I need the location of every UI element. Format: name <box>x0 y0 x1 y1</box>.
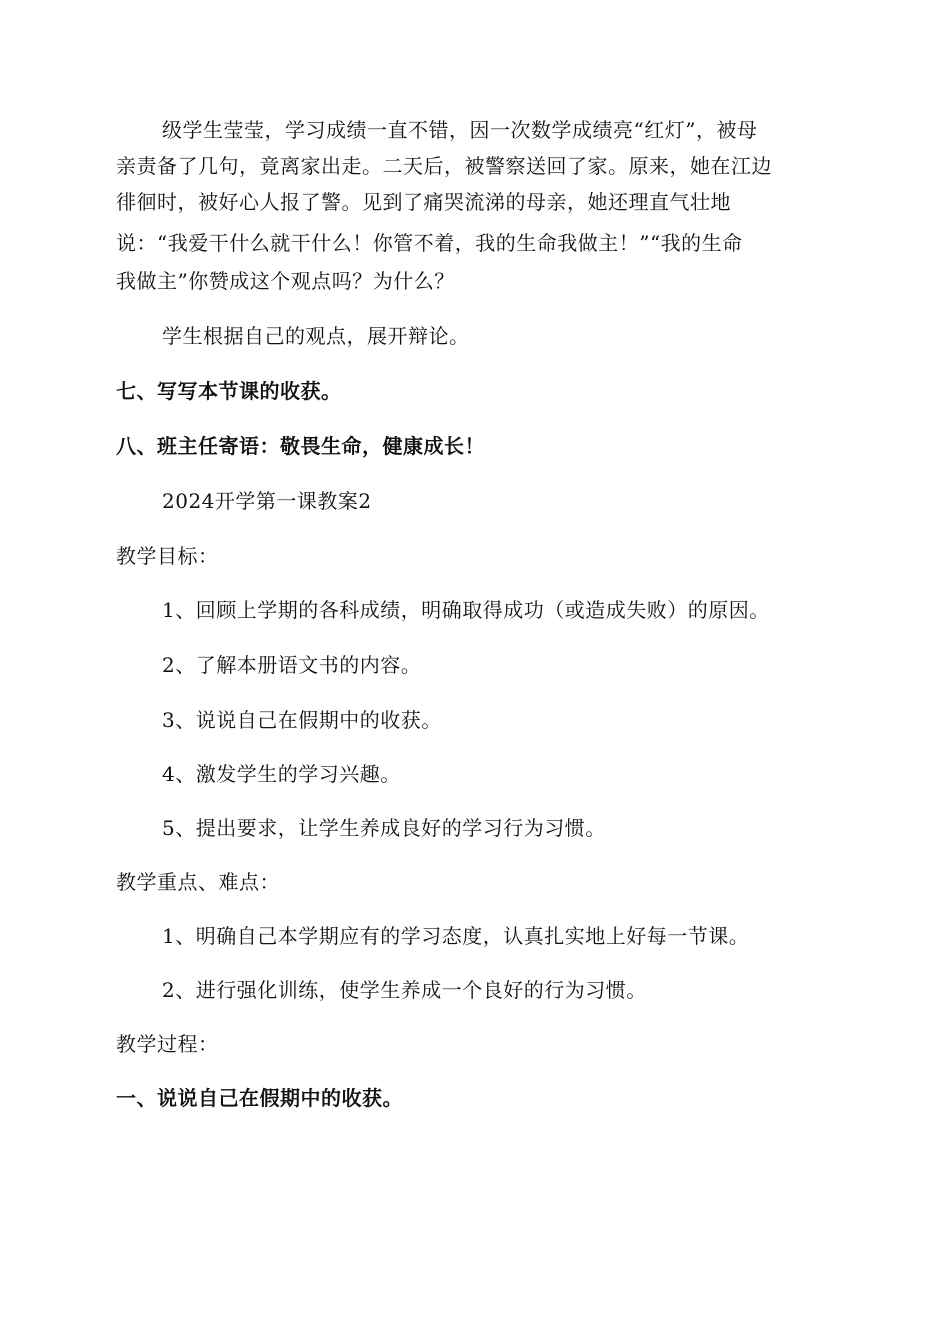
story-line-2: 亲责备了几句，竟离家出走。二天后，被警察送回了家。原来，她在江边 <box>116 154 772 178</box>
key-point-item: 1、明确自己本学期应有的学习态度，认真扎实地上好每一节课。 <box>162 924 750 948</box>
process-heading: 教学过程： <box>116 1032 219 1056</box>
goal-item: 5、提出要求，让学生养成良好的学习行为习惯。 <box>162 816 606 840</box>
key-point-item: 2、进行强化训练，使学生养成一个良好的行为习惯。 <box>162 978 647 1002</box>
story-line-1: 级学生莹莹，学习成绩一直不错，因一次数学成绩亮“红灯”，被母 <box>162 118 758 142</box>
goal-item: 1、回顾上学期的各科成绩，明确取得成功（或造成失败）的原因。 <box>162 598 770 622</box>
goals-heading: 教学目标： <box>116 544 219 568</box>
goal-item: 2、了解本册语文书的内容。 <box>162 653 422 677</box>
goal-item: 4、激发学生的学习兴趣。 <box>162 762 401 786</box>
section-7-heading: 七、写写本节课的收获。 <box>116 379 342 403</box>
story-line-3: 徘徊时，被好心人报了警。见到了痛哭流涕的母亲，她还理直气壮地 <box>116 190 731 214</box>
key-points-heading: 教学重点、难点： <box>116 870 280 894</box>
goal-item: 3、说说自己在假期中的收获。 <box>162 708 442 732</box>
process-section-1-heading: 一、说说自己在假期中的收获。 <box>116 1086 403 1110</box>
story-line-5: 我做主”你赞成这个观点吗？为什么？ <box>116 269 455 293</box>
plan-2-title: 2024开学第一课教案2 <box>162 489 372 513</box>
story-line-4: 说：“我爱干什么就干什么！你管不着，我的生命我做主！”“我的生命 <box>116 231 743 255</box>
section-8-heading: 八、班主任寄语：敬畏生命，健康成长！ <box>116 434 485 458</box>
debate-paragraph: 学生根据自己的观点，展开辩论。 <box>162 324 470 348</box>
